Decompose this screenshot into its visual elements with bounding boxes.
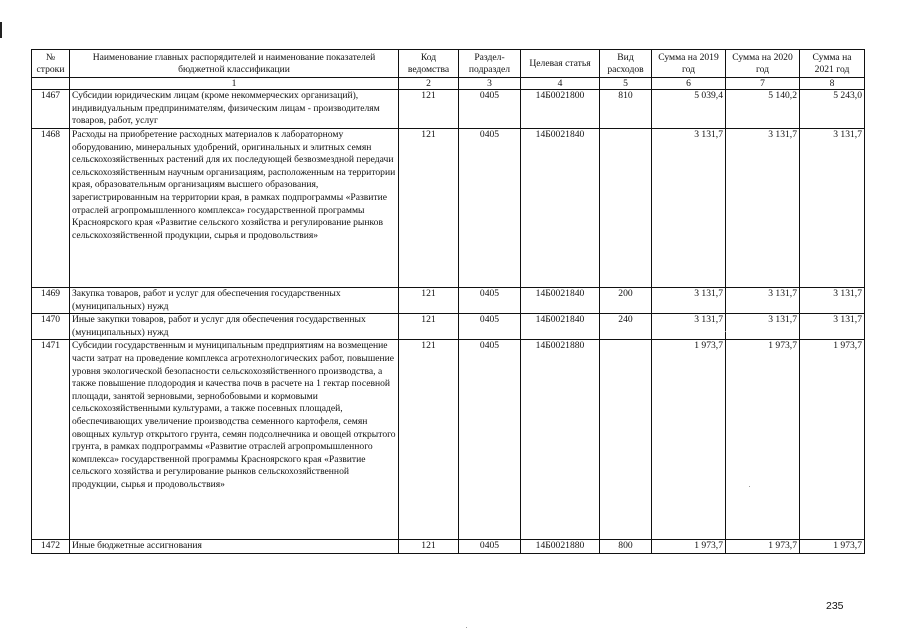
row-name: Закупка товаров, работ и услуг для обеспечения государственных (муниципальных) нужд [70,288,399,314]
column-number: 6 [652,78,726,90]
row-section: 0405 [459,129,521,288]
row-sum-2021: 3 131,7 [800,314,865,340]
column-number: 7 [726,78,800,90]
header-sum-2020: Сумма на 2020 год [726,50,800,78]
table-row [32,129,865,288]
row-name: Иные бюджетные ассигнования [70,540,399,554]
header-name: Наименование главных распорядителей и наименование показателей бюджетной классификации [70,50,399,78]
header-sum-2019: Сумма на 2019 год [652,50,726,78]
scan-speck [725,331,726,332]
row-number: 1470 [32,314,70,340]
row-section: 0405 [459,540,521,554]
row-number: 1471 [32,340,70,540]
column-number: 8 [800,78,865,90]
header-dept-code: Код ведомства [399,50,459,78]
row-name: Иные закупки товаров, работ и услуг для обеспечения государственных (муниципальных) нужд [70,314,399,340]
budget-table [31,49,865,554]
column-number [32,78,70,90]
column-number: 2 [399,78,459,90]
header-target: Целевая статья [521,50,600,78]
column-number: 1 [70,78,399,90]
row-number: 1472 [32,540,70,554]
table-row [32,540,865,554]
scan-speck [749,486,750,487]
row-target: 14Б0021880 [521,340,600,540]
row-sum-2019: 3 131,7 [652,314,726,340]
row-number: 1468 [32,129,70,288]
table-row [32,90,865,129]
row-sum-2020: 3 131,7 [726,129,800,288]
column-number: 4 [521,78,600,90]
table-header-row [32,50,865,78]
header-row-no: № строки [32,50,70,78]
row-expense-type: 800 [600,540,652,554]
row-sum-2021: 3 131,7 [800,129,865,288]
table-row [32,288,865,314]
row-dept-code: 121 [399,540,459,554]
row-section: 0405 [459,90,521,129]
row-sum-2020: 3 131,7 [726,288,800,314]
row-sum-2020: 1 973,7 [726,340,800,540]
row-section: 0405 [459,288,521,314]
row-number: 1467 [32,90,70,129]
row-sum-2019: 3 131,7 [652,129,726,288]
row-name: Субсидии государственным и муниципальным предприятиям на возмещение части затрат на проведение комплекса агротехнологических работ, повышение уровня экологической безопасности сельскохозяйственного производства, а также повышение плодородия и качества почв в расчете на 1 гектар посевной площади, занятой зерновыми, зернобобовыми и кормовыми сельскохозяйственными культурами, а также посевных площадей, обеспечивающих увеличение производства семенного картофеля, семян овощных культур открытого грунта, семян подсолнечника и овощей открытого грунта, в рамках подпрограммы «Развитие отраслей агропромышленного комплекса» государственной программы Красноярского края «Развитие сельского хозяйства и регулирование рынков сельскохозяйственной продукции, сырья и продовольствия» [70,340,399,540]
table-row [32,340,865,540]
row-sum-2020: 5 140,2 [726,90,800,129]
header-sum-2021: Сумма на 2021 год [800,50,865,78]
row-sum-2019: 3 131,7 [652,288,726,314]
row-sum-2019: 1 973,7 [652,540,726,554]
scan-edge-mark [0,22,2,38]
row-target: 14Б0021840 [521,129,600,288]
row-expense-type [600,340,652,540]
table-row [32,314,865,340]
page-number: 235 [826,600,844,612]
column-number-row [32,78,865,90]
row-expense-type: 810 [600,90,652,129]
row-name: Расходы на приобретение расходных материалов к лабораторному оборудованию, минеральных удобрений, оригинальных и элитных семян сельскохозяйственных растений для их последующей безвозмездной передачи сельскохозяйственным научным организациям, расположенным на территории края, образовательным организациям высшего образования, зарегистрированным на территории края, в рамках подпрограммы «Развитие отраслей агропромышленного комплекса» государственной программы Красноярского края «Развитие сельского хозяйства и регулирование рынков сельскохозяйственной продукции, сырья и продовольствия» [70,129,399,288]
row-target: 14Б0021840 [521,288,600,314]
row-section: 0405 [459,340,521,540]
column-number: 5 [600,78,652,90]
row-section: 0405 [459,314,521,340]
row-sum-2021: 1 973,7 [800,340,865,540]
row-target: 14Б0021880 [521,540,600,554]
row-sum-2021: 3 131,7 [800,288,865,314]
row-dept-code: 121 [399,314,459,340]
row-target: 14Б0021840 [521,314,600,340]
row-dept-code: 121 [399,288,459,314]
header-section: Раздел-подраздел [459,50,521,78]
row-sum-2021: 1 973,7 [800,540,865,554]
row-sum-2019: 5 039,4 [652,90,726,129]
row-expense-type: 200 [600,288,652,314]
row-expense-type [600,129,652,288]
header-expense-type: Вид расходов [600,50,652,78]
row-target: 14Б0021800 [521,90,600,129]
row-dept-code: 121 [399,340,459,540]
row-sum-2020: 1 973,7 [726,540,800,554]
column-number: 3 [459,78,521,90]
row-sum-2019: 1 973,7 [652,340,726,540]
row-dept-code: 121 [399,90,459,129]
row-number: 1469 [32,288,70,314]
row-name: Субсидии юридическим лицам (кроме некоммерческих организаций), индивидуальным предпринимателям, физическим лицам - производителям товаров, работ, услуг [70,90,399,129]
row-sum-2021: 5 243,0 [800,90,865,129]
row-sum-2020: 3 131,7 [726,314,800,340]
row-expense-type: 240 [600,314,652,340]
scan-speck [466,627,467,628]
row-dept-code: 121 [399,129,459,288]
